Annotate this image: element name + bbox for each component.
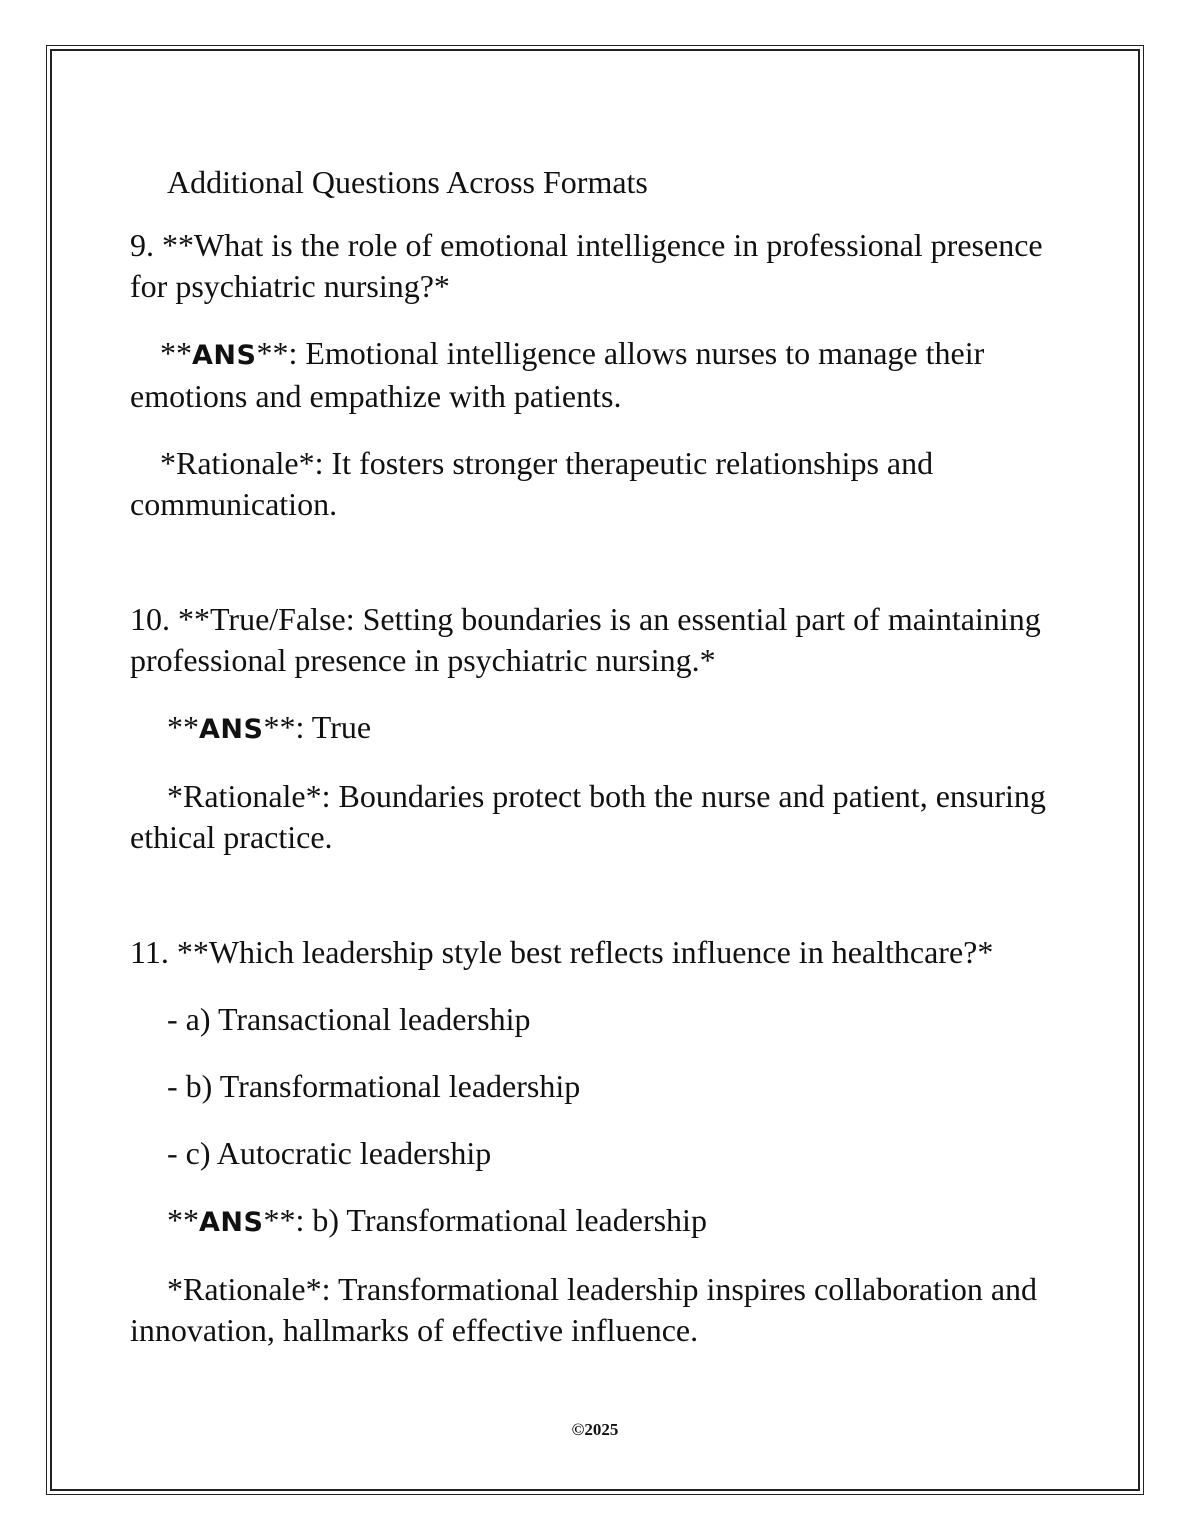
answer-prefix: ** [160,335,192,371]
ans-label: ANS [192,340,257,371]
spacer [130,858,1070,932]
answer-prefix: ** [167,1202,199,1238]
document-body [130,162,1070,1351]
answer-prefix: ** [167,709,199,745]
copyright-footer: ©2025 [571,1420,619,1439]
rationale-10: *Rationale*: Boundaries protect both the nurse and patient, ensuring ethical practice. [130,778,1046,855]
option-c: - c) Autocratic leadership [167,1135,492,1171]
answer-text: **: Emotional intelligence allows nurses to manage their emotions and empathize with patients. [130,335,985,414]
answer-text: **: b) Transformational leadership [263,1202,707,1238]
ans-label: ANS [199,1207,264,1238]
answer-text: **: True [263,709,372,745]
question-10: 10. **True/False: Setting boundaries is an essential part of maintaining professional presence in psychiatric nursing.* [130,601,1041,678]
rationale-9: *Rationale*: It fosters stronger therapeutic relationships and communication. [130,445,934,522]
option-a: - a) Transactional leadership [167,1001,531,1037]
question-9: 9. **What is the role of emotional intelligence in professional presence for psychiatric nursing?* [130,227,1043,304]
rationale-11: *Rationale*: Transformational leadership inspires collaboration and innovation, hallmarks of effective influence. [130,1271,1038,1348]
answer-9 [130,333,1070,417]
ans-label: ANS [199,714,264,745]
answer-10 [130,707,1070,750]
option-b: - b) Transformational leadership [167,1068,581,1104]
question-11: 11. **Which leadership style best reflects influence in healthcare?* [130,934,994,970]
spacer [130,525,1070,599]
section-heading: Additional Questions Across Formats [167,164,648,200]
answer-11 [130,1200,1070,1243]
